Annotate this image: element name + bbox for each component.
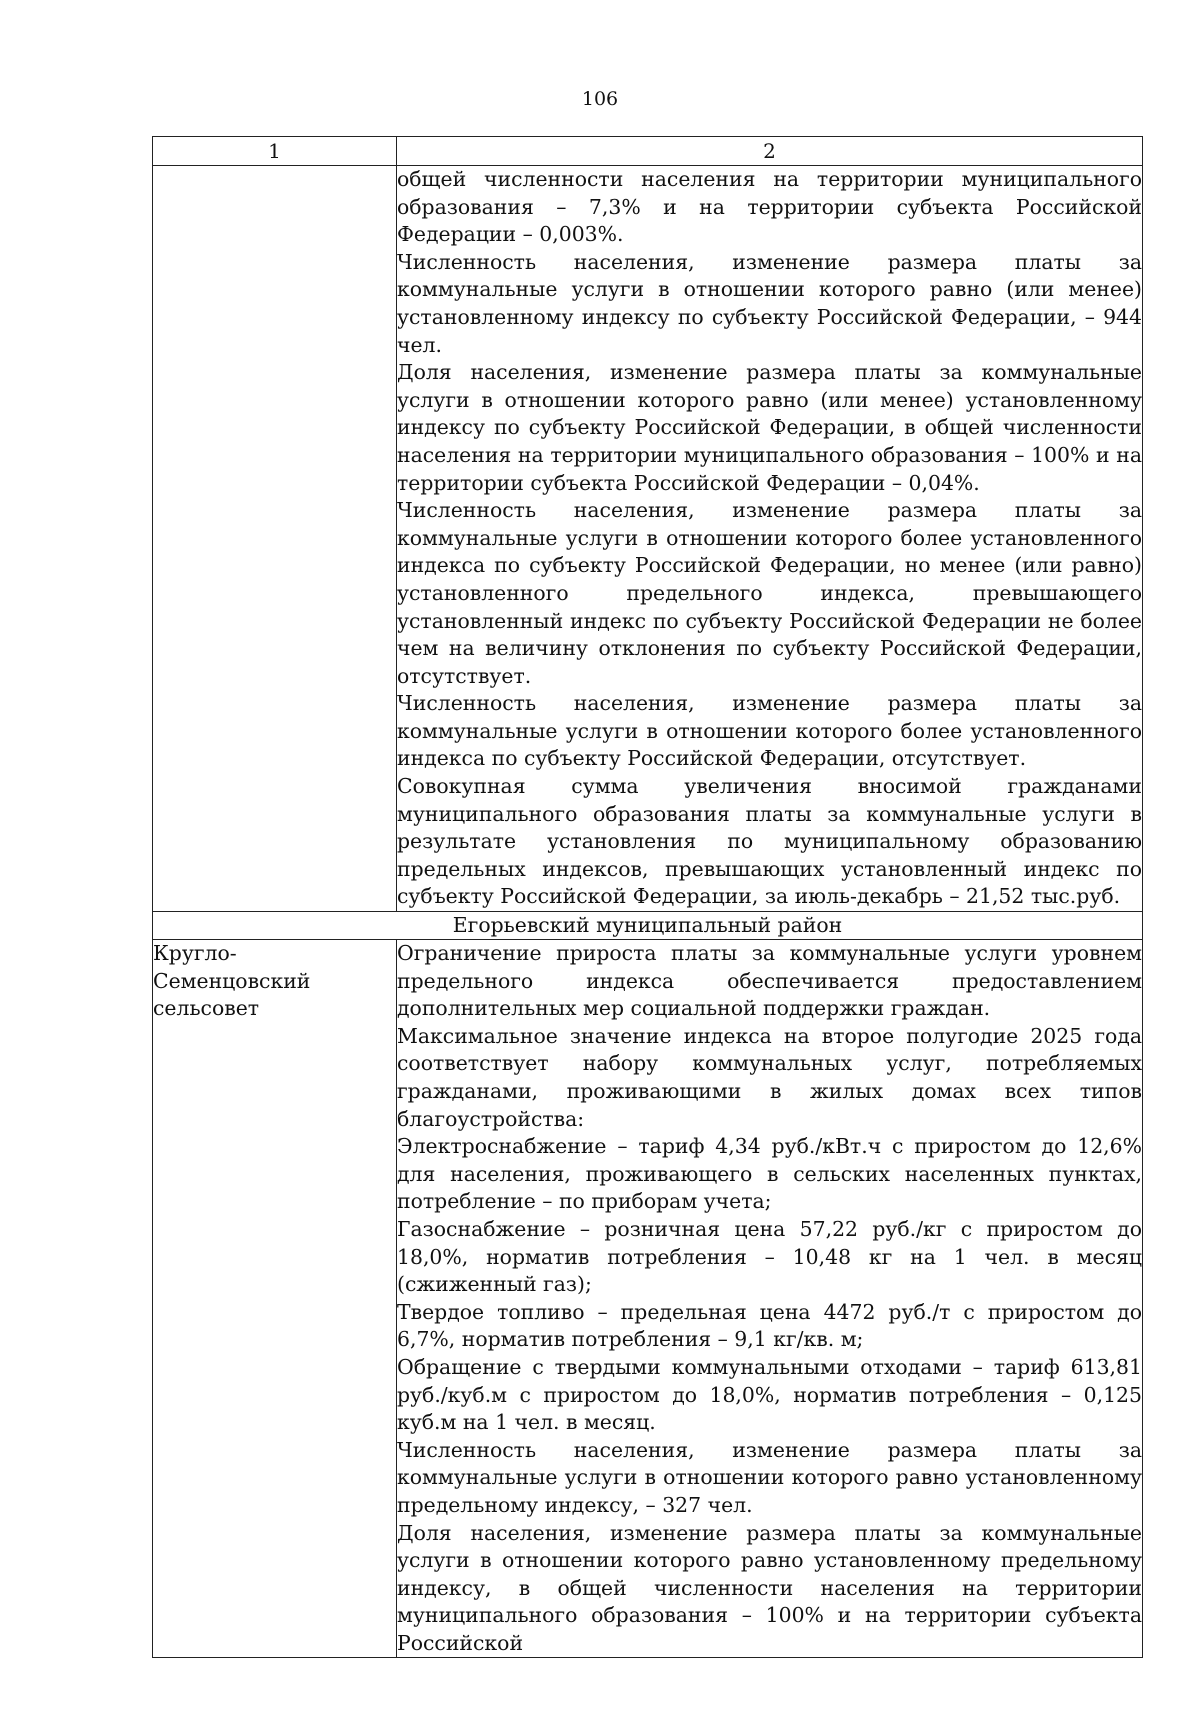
municipality-cell bbox=[153, 940, 397, 1658]
paragraph: Численность населения, изменение размера платы за коммунальные услуги в отношении которого более установленного индекса по субъекту Российской Федерации, отсутствует. bbox=[397, 691, 1142, 771]
paragraph: Электроснабжение – тариф 4,34 руб./кВт.ч с приростом до 12,6% для населения, проживающего в сельских населенных пунктах, потребление – по приборам учета; bbox=[397, 1134, 1142, 1214]
description-cell bbox=[397, 166, 1143, 912]
municipality-cell-empty bbox=[153, 166, 397, 912]
description-cell bbox=[397, 940, 1143, 1658]
table-header-row bbox=[153, 137, 1143, 166]
paragraph: Доля населения, изменение размера платы за коммунальные услуги в отношении которого равно (или менее) установленному индексу по субъекту Российской Федерации, в общей численности населения на территории муниципального образования – 100% и на территории субъекта Российской Федерации – 0,04%. bbox=[397, 360, 1142, 495]
paragraph: Численность населения, изменение размера платы за коммунальные услуги в отношении которого равно (или менее) установленному индексу по субъекту Российской Федерации, – 944 чел. bbox=[397, 249, 1142, 357]
column-1-header: 1 bbox=[153, 137, 397, 166]
municipality-name-line: Кругло- bbox=[153, 941, 237, 966]
paragraph: Газоснабжение – розничная цена 57,22 руб./кг с приростом до 18,0%, норматив потребления – 10,48 кг на 1 чел. в месяц (сжиженный газ); bbox=[397, 1216, 1142, 1297]
column-2-header: 2 bbox=[397, 137, 1143, 166]
paragraph: общей численности населения на территории муниципального образования – 7,3% и на территории субъекта Российской Федерации – 0,003%. bbox=[397, 167, 1142, 247]
page-number: 106 bbox=[581, 88, 619, 110]
paragraph: Совокупная сумма увеличения вносимой гражданами муниципального образования платы за коммунальные услуги в результате установления по муниципальному образованию предельных индексов, превышающих установленный индекс по субъекту Российской Федерации, за июль-декабрь – 21,52 тыс.руб. bbox=[397, 774, 1142, 909]
paragraph: Максимальное значение индекса на второе полугодие 2025 года соответствует набору коммунальных услуг, потребляемых гражданами, проживающими в жилых домах всех типов благоустройства: bbox=[397, 1023, 1142, 1131]
paragraph: Численность населения, изменение размера платы за коммунальные услуги в отношении которого равно установленному предельному индексу, – 327 чел. bbox=[397, 1437, 1142, 1517]
municipality-name-line: Семенцовский bbox=[153, 968, 311, 993]
district-name: Егорьевский муниципальный район bbox=[153, 912, 1143, 940]
paragraph: Доля населения, изменение размера платы за коммунальные услуги в отношении которого равно установленному предельному индексу, в общей численности населения на территории муниципального образования – 100% и на территории субъекта Российской bbox=[397, 1520, 1142, 1655]
table-row bbox=[153, 940, 1143, 1658]
paragraph: Ограничение прироста платы за коммунальные услуги уровнем предельного индекса обеспечивается предоставлением дополнительных мер социальной поддержки граждан. bbox=[397, 941, 1142, 1021]
document-table bbox=[152, 136, 1143, 1658]
district-row bbox=[153, 912, 1143, 940]
paragraph: Численность населения, изменение размера платы за коммунальные услуги в отношении которого более установленного индекса по субъекту Российской Федерации, но менее (или равно) установленного предельного индекса, превышающего установленный индекс по субъекту Российской Федерации не более чем на величину отклонения по субъекту Российской Федерации, отсутствует. bbox=[397, 498, 1142, 688]
paragraph: Твердое топливо – предельная цена 4472 руб./т с приростом до 6,7%, норматив потребления – 9,1 кг/кв. м; bbox=[397, 1299, 1142, 1352]
paragraph: Обращение с твердыми коммунальными отходами – тариф 613,81 руб./куб.м с приростом до 18,0%, норматив потребления – 0,125 куб.м на 1 чел. в месяц. bbox=[397, 1354, 1142, 1435]
table-row bbox=[153, 166, 1143, 912]
municipality-name-line: сельсовет bbox=[153, 996, 260, 1021]
